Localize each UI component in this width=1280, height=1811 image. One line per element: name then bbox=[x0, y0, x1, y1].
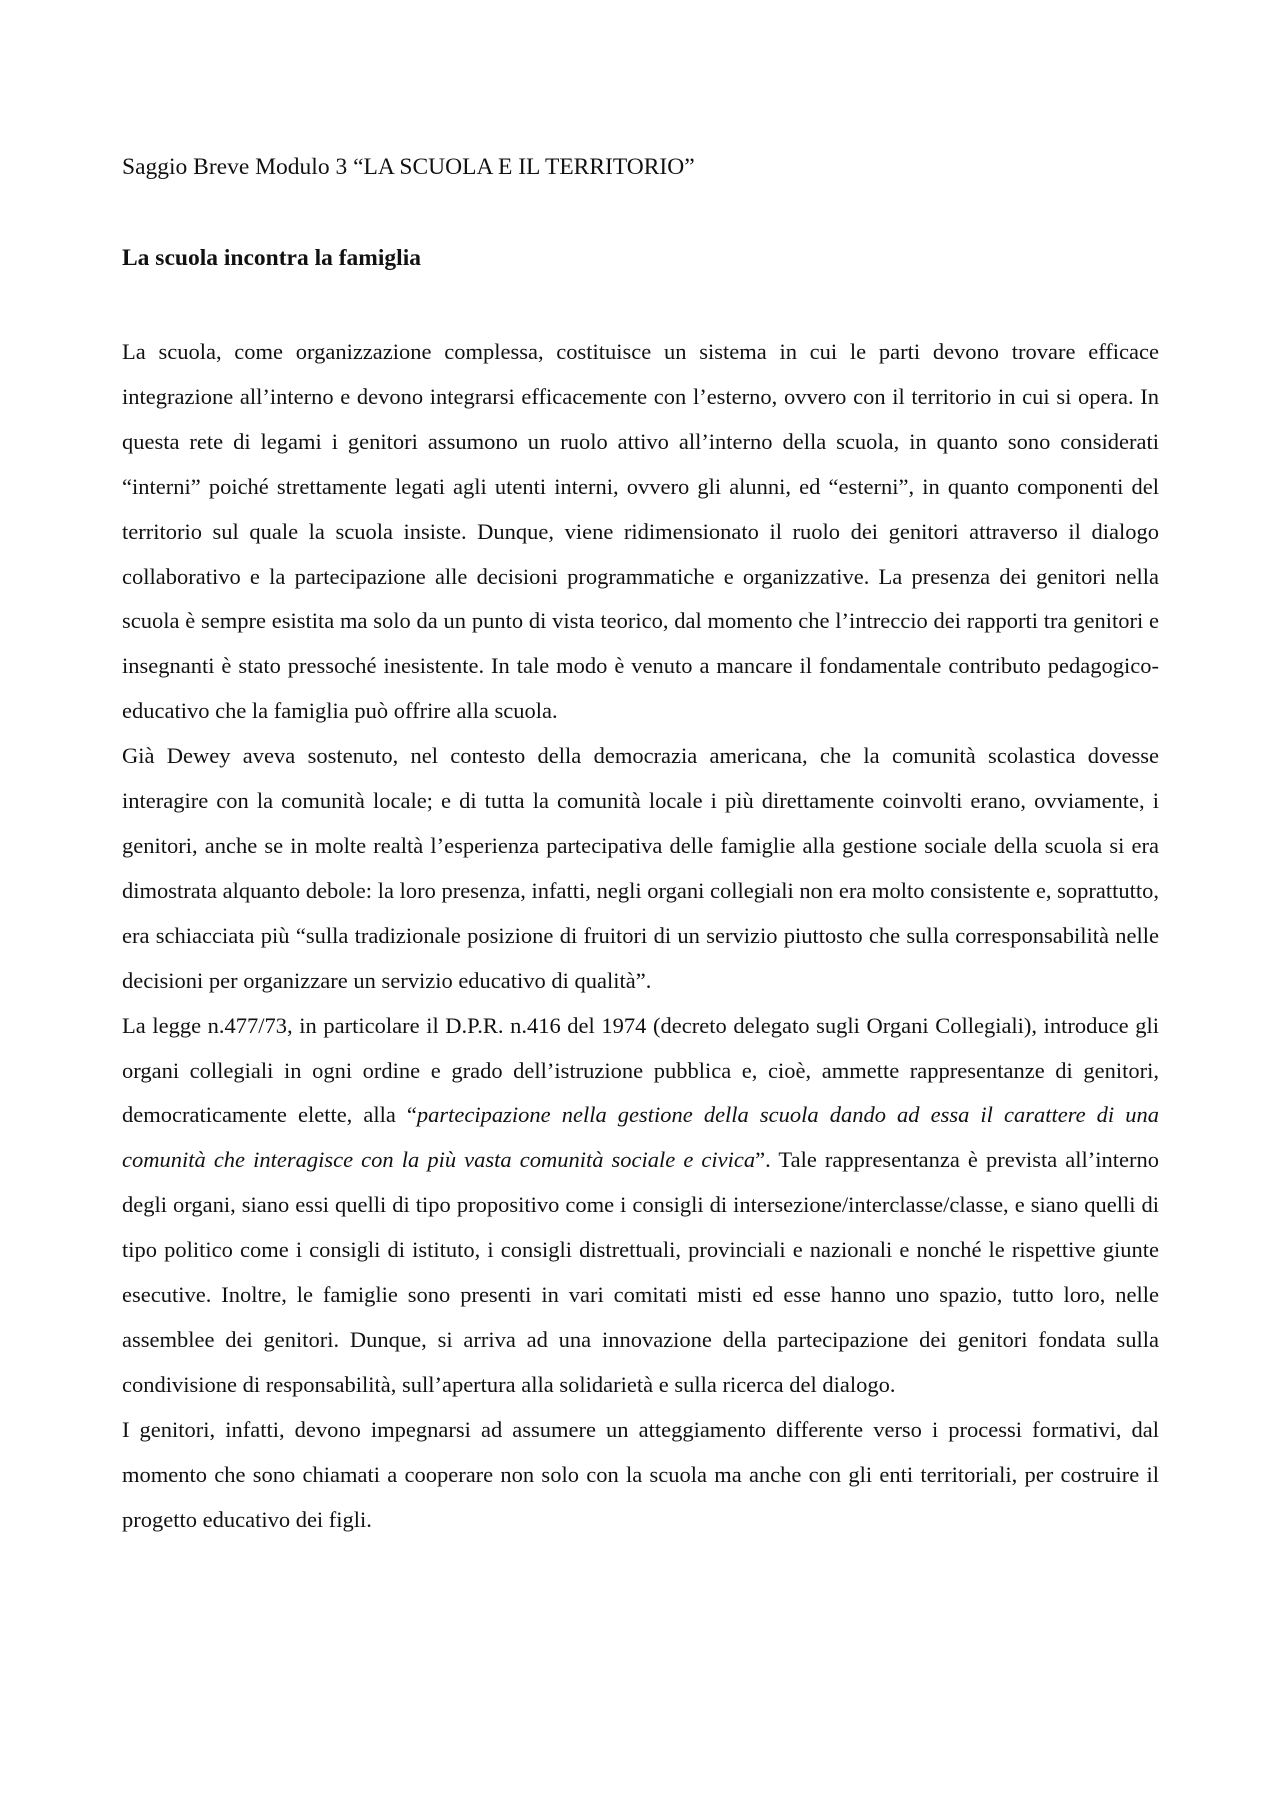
document-title: La scuola incontra la famiglia bbox=[122, 245, 421, 271]
paragraph-4: I genitori, infatti, devono impegnarsi ad assumere un atteggiamento differente verso i processi formativi, dal momento che sono chiamati a cooperare non solo con la scuola ma anche con gli enti territoriali, per costruire il progetto educativo dei figli. bbox=[122, 1416, 1159, 1532]
paragraph-3-text-after: ”. Tale rappresentanza è prevista all’interno degli organi, siano essi quelli di tipo propositivo come i consigli di intersezione/interclasse/classe, e siano quelli di tipo politico come i consigli di istituto, i consigli distrettuali, provinciali e nazionali e nonché le rispettive giunte esecutive. Inoltre, le famiglie sono presenti in vari comitati misti ed esse hanno uno spazio, tutto loro, nelle assemblee dei genitori. Dunque, si arriva ad una innovazione della partecipazione dei genitori fondata sulla condivisione di responsabilità, sull’apertura alla solidarietà e sulla ricerca del dialogo. bbox=[122, 1147, 1159, 1397]
paragraph-3-text-before: La legge n.477/73, in particolare il D.P.R. n.416 del 1974 (decreto delegato sugli Organi Collegiali), introduce gli organi collegiali in ogni ordine e grado dell’istruzione pubblica e, cioè, ammette rappresentanze di genitori, democraticamente elette, alla “ bbox=[122, 1012, 1159, 1128]
paragraph-2: Già Dewey aveva sostenuto, nel contesto della democrazia americana, che la comunità scolastica dovesse interagire con la comunità locale; e di tutta la comunità locale i più direttamente coinvolti erano, ovviamente, i genitori, anche se in molte realtà l’esperienza partecipativa delle famiglie alla gestione sociale della scuola si era dimostrata alquanto debole: la loro presenza, infatti, negli organi collegiali non era molto consistente e, soprattutto, era schiacciata più “sulla tradizionale posizione di fruitori di un servizio piuttosto che sulla corresponsabilità nelle decisioni per organizzare un servizio educativo di qualità”. bbox=[122, 743, 1159, 993]
paragraph-1: La scuola, come organizzazione complessa, costituisce un sistema in cui le parti devono trovare efficace integrazione all’interno e devono integrarsi efficacemente con l’esterno, ovvero con il territorio in cui si opera. In questa rete di legami i genitori assumono un ruolo attivo all’interno della scuola, in quanto sono considerati “interni” poiché strettamente legati agli utenti interni, ovvero gli alunni, ed “esterni”, in quanto componenti del territorio sul quale la scuola insiste. Dunque, viene ridimensionato il ruolo dei genitori attraverso il dialogo collaborativo e la partecipazione alle decisioni programmatiche e organizzative. La presenza dei genitori nella scuola è sempre esistita ma solo da un punto di vista teorico, dal momento che l’intreccio dei rapporti tra genitori e insegnanti è stato pressoché inesistente. In tale modo è venuto a mancare il fondamentale contributo pedagogico-educativo che la famiglia può offrire alla scuola. bbox=[122, 339, 1159, 724]
paragraph-3-italic-quote: partecipazione nella gestione della scuola dando ad essa il carattere di una comunità che interagisce con la più vasta comunità sociale e civica bbox=[122, 1102, 1159, 1173]
paragraph-3 bbox=[122, 1004, 1159, 1408]
document-heading: Saggio Breve Modulo 3 “LA SCUOLA E IL TERRITORIO” bbox=[122, 154, 695, 180]
document-body bbox=[122, 330, 1159, 1542]
